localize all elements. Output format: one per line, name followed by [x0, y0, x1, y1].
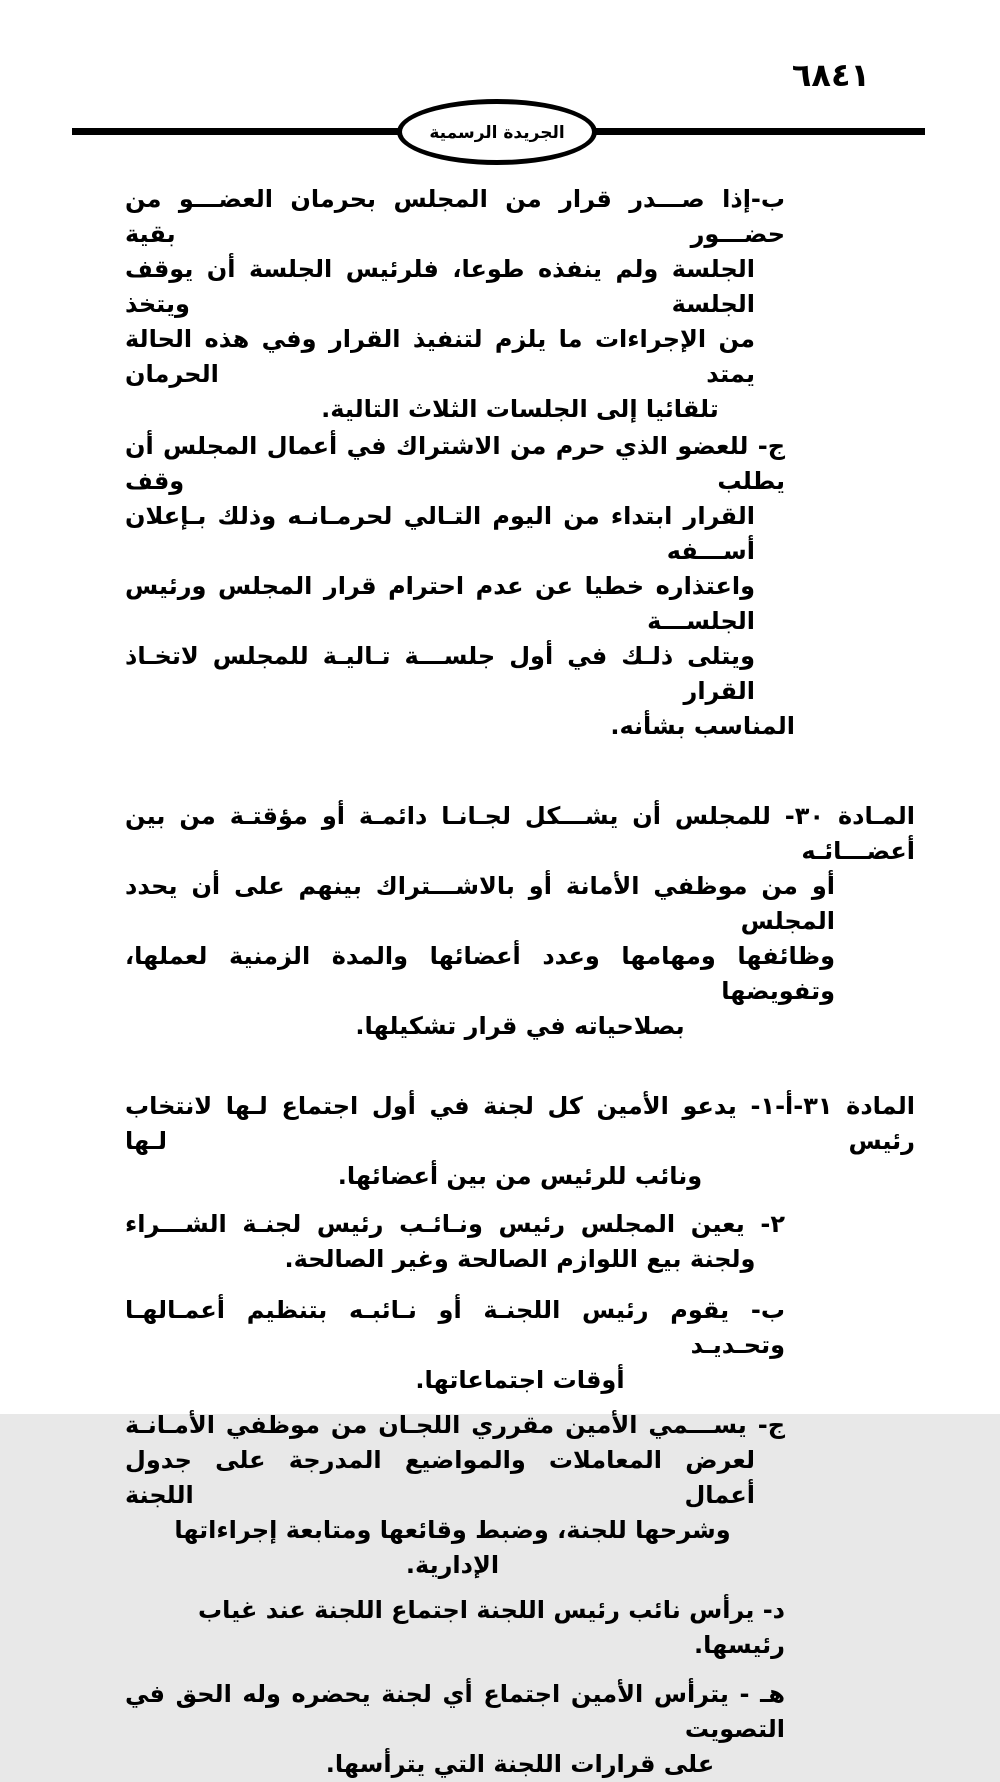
- text-line: المناسب بشأنه.: [610, 712, 795, 740]
- page-number: ٦٨٤١: [791, 56, 870, 94]
- text-line: ولجنة بيع اللوازم الصالحة وغير الصالحة.: [284, 1245, 756, 1273]
- paragraph-article-31-a2: [125, 1207, 915, 1277]
- text-line: ويتلى ذلـك في أول جلســـة تـاليـة للمجلس لاتخـاذ القرار: [125, 642, 755, 705]
- paragraph-clause-j: [125, 429, 915, 744]
- text-line: ٢- يعين المجلس رئيس ونـائـب رئيس لجنـة الشـــراء: [125, 1210, 785, 1238]
- text-line: هـ - يترأس الأمين اجتماع أي لجنة يحضره وله الحق في التصويت: [125, 1680, 785, 1743]
- text-line: بصلاحياته في قرار تشكيلها.: [355, 1012, 685, 1040]
- gazette-banner-title: الجريدة الرسمية: [429, 123, 565, 143]
- text-line: د- يرأس نائب رئيس اللجنة اجتماع اللجنة عند غياب رئيسها.: [198, 1596, 785, 1659]
- text-line: على قرارات اللجنة التي يترأسها.: [325, 1750, 715, 1778]
- text-line: ونائب للرئيس من بين أعضائها.: [337, 1162, 703, 1190]
- text-line: وظائفها ومهامها وعدد أعضائها والمدة الزمنية لعملها، وتفويضها: [125, 942, 835, 1005]
- text-line: وشرحها للجنة، وضبط وقائعها ومتابعة إجراءاتها الإدارية.: [174, 1516, 731, 1579]
- text-line: المـادة ٣٠- للمجلس أن يشـــكل لجـانـا دائمـة أو مؤقتـة من بين أعضـــائـه: [125, 802, 916, 865]
- text-line: ج- يســـمي الأمين مقرري اللجـان من موظفي الأمـانـة: [125, 1411, 785, 1439]
- text-line: ب-إذا صـــدر قرار من المجلس بحرمان العضـــو من حضـــور بقية: [125, 185, 785, 248]
- paragraph-article-31-a1: [125, 1089, 915, 1194]
- gazette-banner: [397, 99, 597, 165]
- paragraph-article-30: [125, 799, 915, 1044]
- text-line: ب- يقوم رئيس اللجنـة أو نـائبـه بتنظيم أعمـالهـا وتحـديـد: [125, 1296, 785, 1359]
- text-line: من الإجراءات ما يلزم لتنفيذ القرار وفي هذه الحالة يمتد الحرمان: [125, 325, 755, 388]
- paragraph-article-31-d: [125, 1593, 915, 1663]
- text-line: تلقائيا إلى الجلسات الثلاث التالية.: [321, 395, 719, 423]
- text-line: ج- للعضو الذي حرم من الاشتراك في أعمال المجلس أن يطلب وقف: [125, 432, 785, 495]
- text-line: أو من موظفي الأمانة أو بالاشـــتراك بينهم على أن يحدد المجلس: [125, 872, 835, 935]
- paragraph-clause-b: [125, 182, 915, 427]
- document-body: [125, 182, 915, 1782]
- text-line: واعتذاره خطيا عن عدم احترام قرار المجلس ورئيس الجلســـة: [125, 572, 755, 635]
- text-line: المادة ٣١-أ-١- يدعو الأمين كل لجنة في أول اجتماع لـها لانتخاب رئيس لـها: [125, 1092, 915, 1155]
- text-line: الجلسة ولم ينفذه طوعا، فلرئيس الجلسة أن يوقف الجلسة ويتخذ: [125, 255, 755, 318]
- text-line: القرار ابتداء من اليوم التـالي لحرمـانـه وذلك بـإعلان أســـفه: [125, 502, 755, 565]
- paragraph-article-31-j: [125, 1408, 915, 1583]
- paragraph-article-31-h: [125, 1677, 915, 1782]
- text-line: أوقات اجتماعاتها.: [415, 1366, 625, 1394]
- paragraph-article-31-b: [125, 1293, 915, 1398]
- text-line: لعرض المعاملات والمواضيع المدرجة على جدول أعمال اللجنة: [125, 1446, 755, 1509]
